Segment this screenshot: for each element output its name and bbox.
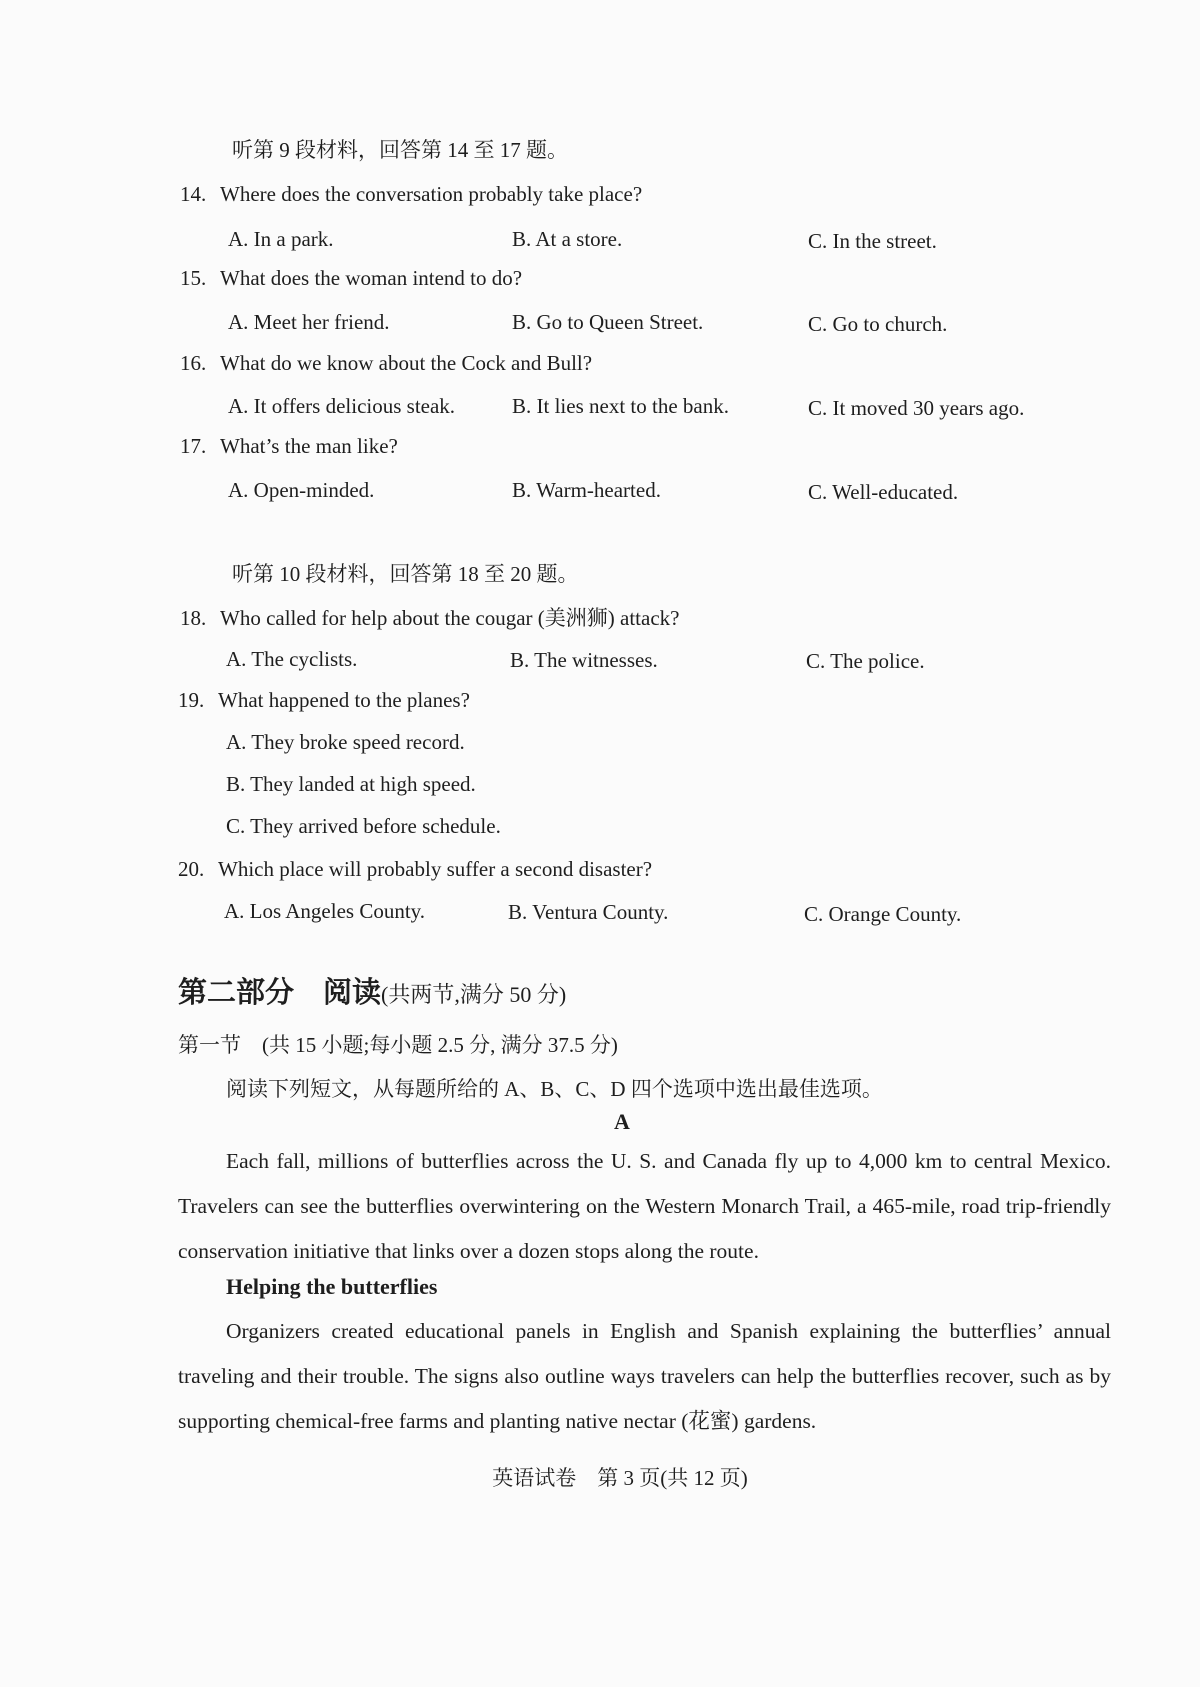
question-18 [180, 604, 679, 632]
q14-option-c: C. In the street. [808, 229, 937, 253]
passage-subheading: Helping the butterflies [226, 1274, 438, 1299]
q20-option-c: C. Orange County. [804, 902, 962, 926]
q18-option-b: B. The witnesses. [510, 648, 658, 672]
question-text: What do we know about the Cock and Bull? [220, 351, 593, 375]
part-two-title [178, 970, 566, 1011]
q19-option-b: B. They landed at high speed. [226, 772, 476, 796]
question-number: 16. [180, 351, 207, 375]
question-number: 19. [178, 688, 205, 712]
q16-option-a: A. It offers delicious steak. [228, 394, 456, 418]
q20-option-a: A. Los Angeles County. [224, 899, 426, 923]
q17-option-c: C. Well-educated. [808, 480, 959, 504]
listening-section-10-header: 听第 10 段材料，回答第 18 至 20 题。 [232, 562, 579, 586]
question-text: What does the woman intend to do? [220, 266, 523, 290]
question-text: Which place will probably suffer a second disaster? [218, 857, 653, 881]
q14-option-a: A. In a park. [228, 227, 334, 251]
question-number: 14. [180, 182, 207, 206]
question-text: Who called for help about the cougar (美洲狮) attack? [220, 606, 680, 630]
passage-letter: A [614, 1109, 630, 1134]
question-number: 20. [178, 857, 205, 881]
q16-option-b: B. It lies next to the bank. [512, 394, 729, 418]
q19-option-a: A. They broke speed record. [226, 730, 465, 754]
question-number: 15. [180, 266, 207, 290]
part-two-score: (共两节,满分 50 分) [381, 982, 567, 1007]
reading-instruction: 阅读下列短文，从每题所给的 A、B、C、D 四个选项中选出最佳选项。 [226, 1077, 883, 1101]
q16-option-c: C. It moved 30 years ago. [808, 396, 1025, 420]
question-text: What happened to the planes? [218, 688, 470, 712]
question-number: 18. [180, 606, 207, 630]
question-number: 17. [180, 434, 207, 458]
q15-option-c: C. Go to church. [808, 312, 948, 336]
question-17 [180, 432, 398, 460]
page-footer: 英语试卷 第 3 页(共 12 页) [492, 1466, 748, 1490]
question-14 [180, 180, 642, 208]
q17-option-b: B. Warm-hearted. [512, 478, 661, 502]
q19-option-c: C. They arrived before schedule. [226, 814, 501, 838]
paragraph-text: Each fall, millions of butterflies across the U. S. and Canada fly up to 4,000 km to central Mexico. Travelers can see the butterflies overwintering on the Western Monarch Trail, a 465-mile, road trip-friendly conservation initiative that links over a dozen stops along the route. [178, 1149, 1111, 1263]
passage-paragraph-2 [178, 1309, 1111, 1444]
q18-option-c: C. The police. [806, 649, 925, 673]
question-20 [178, 855, 652, 883]
part-two-heading: 第二部分 阅读 [178, 977, 382, 1009]
section-one-title: 第一节 (共 15 小题;每小题 2.5 分, 满分 37.5 分) [178, 1033, 618, 1057]
q18-option-a: A. The cyclists. [226, 647, 358, 671]
question-19 [178, 686, 470, 714]
listening-section-9-header: 听第 9 段材料，回答第 14 至 17 题。 [232, 138, 568, 162]
q15-option-a: A. Meet her friend. [228, 310, 390, 334]
q20-option-b: B. Ventura County. [508, 900, 669, 924]
question-text: What’s the man like? [220, 434, 398, 458]
q15-option-b: B. Go to Queen Street. [512, 310, 704, 334]
passage-paragraph-1 [178, 1139, 1111, 1274]
question-16 [180, 349, 592, 377]
q17-option-a: A. Open-minded. [228, 478, 375, 502]
question-text: Where does the conversation probably take place? [220, 182, 643, 206]
question-15 [180, 264, 522, 292]
q14-option-b: B. At a store. [512, 227, 623, 251]
paragraph-text: Organizers created educational panels in English and Spanish explaining the butterflies’ annual traveling and their trouble. The signs also outline ways travelers can help the butterflies recover, such as by supporting chemical-free farms and planting native nectar (花蜜) gardens. [178, 1319, 1111, 1433]
